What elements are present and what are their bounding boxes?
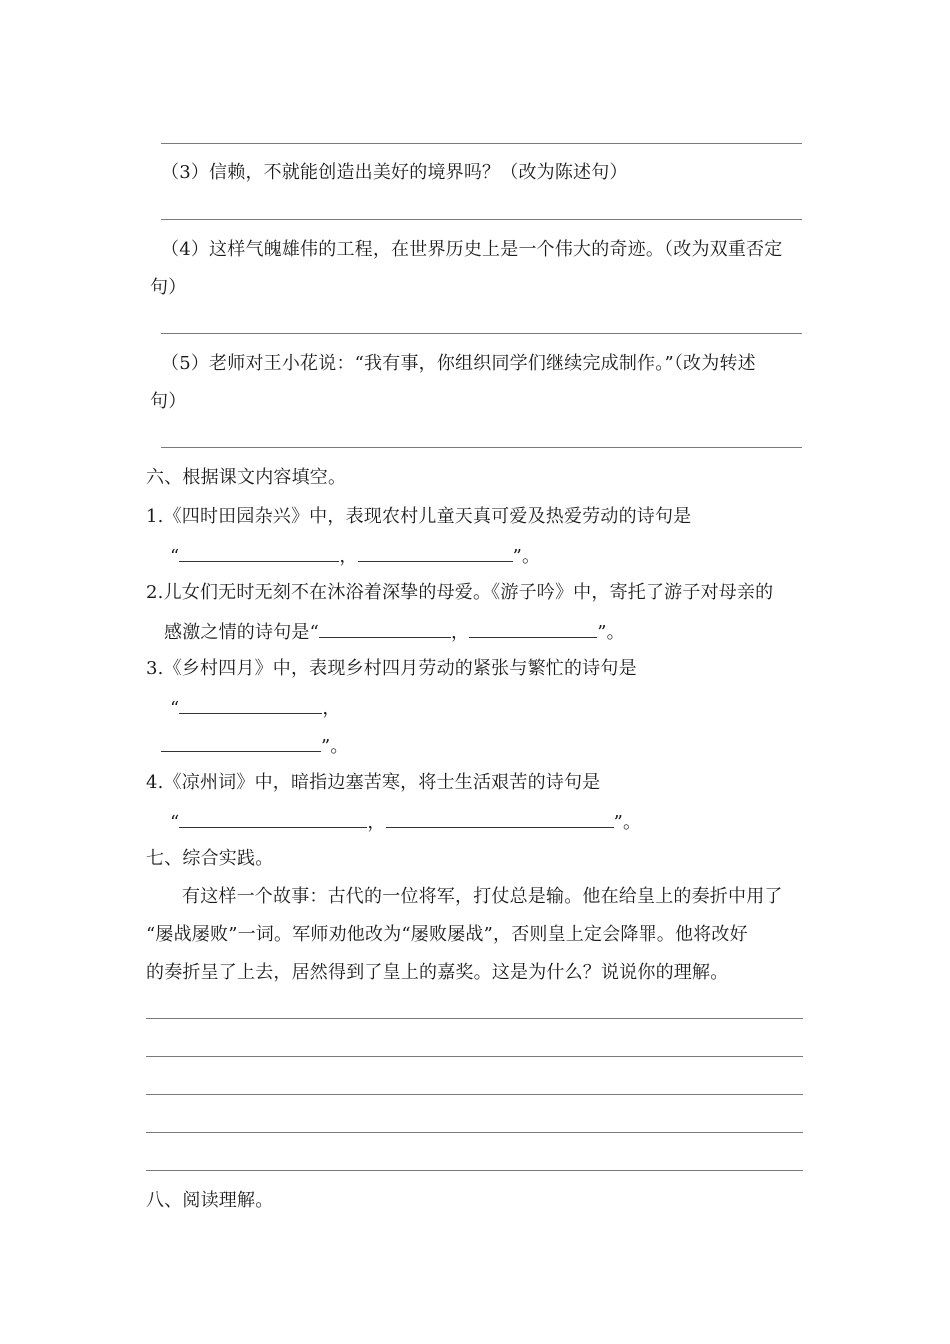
fill-blank[interactable] bbox=[179, 809, 367, 828]
fill-blank[interactable] bbox=[179, 543, 339, 562]
answer-line[interactable] bbox=[161, 447, 802, 448]
fill-blank[interactable] bbox=[319, 619, 451, 638]
section-7-heading: 七、综合实践。 bbox=[146, 848, 274, 869]
question-5-4-line1: （4）这样气魄雄伟的工程，在世界历史上是一个伟大的奇迹。（改为双重否定 bbox=[161, 239, 783, 260]
section-7-paragraph-line-3: 的奏折呈了上去，居然得到了皇上的嘉奖。这是为什么？说说你的理解。 bbox=[146, 962, 729, 983]
section-6-item-1-text: 1.《四时田园杂兴》中，表现农村儿童天真可爱及热爱劳动的诗句是 bbox=[146, 506, 692, 527]
fill-blank[interactable] bbox=[358, 543, 513, 562]
answer-line[interactable] bbox=[146, 1056, 803, 1057]
section-8-heading: 八、阅读理解。 bbox=[146, 1190, 274, 1211]
section-6-item-4-text: 4.《凉州词》中，暗指边塞苦寒，将士生活艰苦的诗句是 bbox=[146, 772, 601, 793]
answer-line[interactable] bbox=[146, 1170, 803, 1171]
section-6-item-3-blank-1: “ ， bbox=[170, 695, 341, 721]
fill-blank[interactable] bbox=[469, 619, 597, 638]
answer-line[interactable] bbox=[161, 143, 802, 144]
question-5-4-line2: 句） bbox=[150, 277, 187, 298]
section-6-item-3-blank-2: ”。 bbox=[161, 733, 349, 759]
question-5-3: （3）信赖，不就能创造出美好的境界吗？（改为陈述句） bbox=[161, 162, 628, 183]
section-6-item-2-text: 2.儿女们无时无刻不在沐浴着深挚的母爱。《游子吟》中，寄托了游子对母亲的 bbox=[146, 582, 774, 603]
question-5-5-line1: （5）老师对王小花说：“我有事，你组织同学们继续完成制作。”（改为转述 bbox=[161, 353, 756, 374]
fill-blank[interactable] bbox=[179, 695, 322, 714]
section-7-paragraph-line-1: 有这样一个故事：古代的一位将军，打仗总是输。他在给皇上的奏折中用了 bbox=[182, 886, 783, 907]
section-6-item-1-blanks: “ ， ”。 bbox=[170, 543, 540, 569]
question-5-5-line2: 句） bbox=[150, 391, 187, 412]
answer-line[interactable] bbox=[146, 1018, 803, 1019]
section-6-item-4-blanks: “ ， ”。 bbox=[170, 809, 641, 835]
answer-line[interactable] bbox=[161, 333, 802, 334]
answer-line[interactable] bbox=[161, 219, 802, 220]
section-6-item-3-text: 3.《乡村四月》中，表现乡村四月劳动的紧张与繁忙的诗句是 bbox=[146, 658, 637, 679]
answer-line[interactable] bbox=[146, 1094, 803, 1095]
section-6-heading: 六、根据课文内容填空。 bbox=[146, 467, 347, 488]
section-6-item-2-blanks: 感激之情的诗句是“ ， ”。 bbox=[164, 619, 625, 645]
fill-blank[interactable] bbox=[161, 733, 321, 752]
section-7-paragraph-line-2: “屡战屡败”一词。军师劝他改为“屡败屡战”，否则皇上定会降罪。他将改好 bbox=[146, 924, 748, 945]
fill-blank[interactable] bbox=[386, 809, 614, 828]
answer-line[interactable] bbox=[146, 1132, 803, 1133]
